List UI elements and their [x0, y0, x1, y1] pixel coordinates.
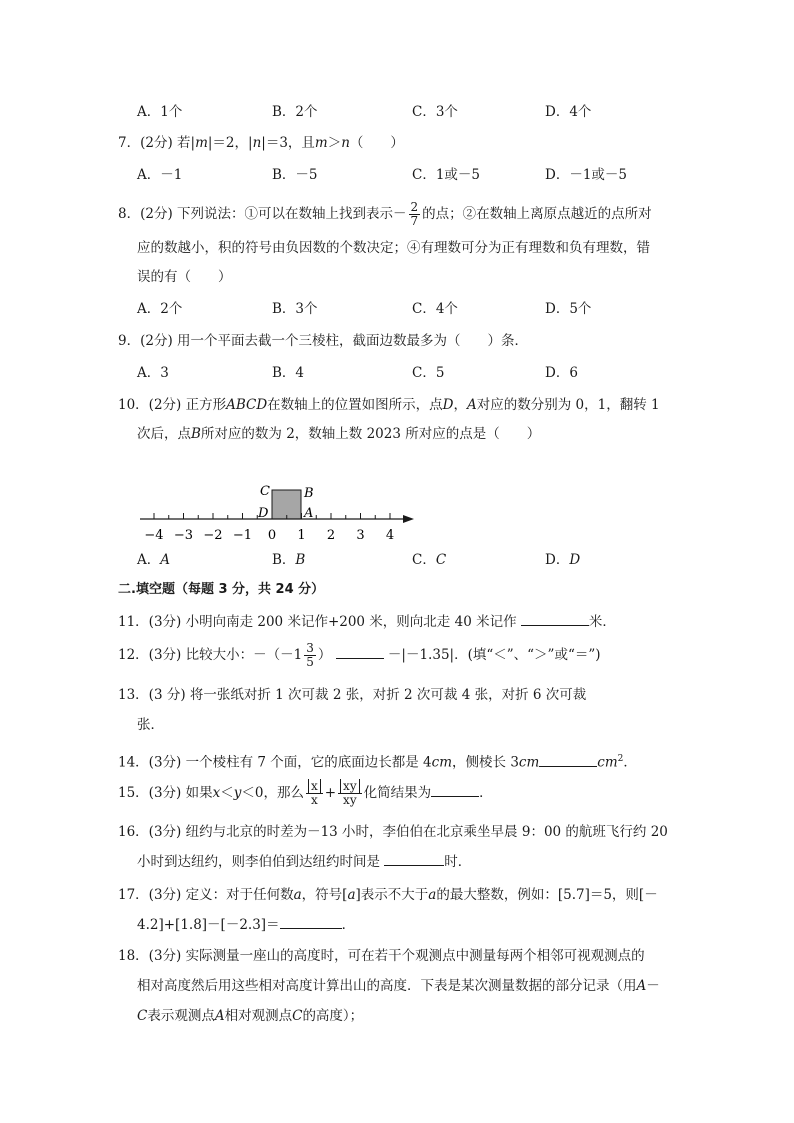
q6-option-a: A．1个: [137, 104, 183, 120]
question-13: 13．(3 分) 将一张纸对折 1 次可裁 2 张，对折 2 次可裁 4 张，对折 6 次可裁: [118, 687, 587, 703]
q8-option-c: C．4个: [412, 301, 458, 317]
q10-option-d: D．D: [545, 552, 581, 568]
q6-option-b: B．2个: [272, 104, 318, 120]
label-a: A: [304, 506, 314, 521]
question-10: 10．(2分) 正方形ABCD在数轴上的位置如图所示，点D，A对应的数分别为 0，1，翻转 1: [118, 397, 660, 413]
question-18-line-3: C表示观测点A相对观测点C的高度）；: [137, 1008, 364, 1024]
axis-arrow-icon: [403, 515, 414, 523]
abs-fraction-x: $\frac{x}{x}$: [306, 780, 323, 807]
q6-option-c: C．3个: [412, 104, 458, 120]
fraction: $\frac{3}{5}$: [306, 641, 314, 669]
answer-blank: [539, 752, 597, 767]
q8-option-a: A．2个: [137, 301, 183, 317]
section-heading: 二.填空题（每题 3 分，共 24 分）: [118, 582, 325, 597]
q9-option-d: D．6: [545, 365, 578, 381]
q7-option-d: D．－1或－5: [545, 167, 628, 183]
q10-option-a: A．A: [137, 552, 170, 568]
answer-blank: [384, 851, 444, 866]
question-11: 11．(3分) 小明向南走 200 米记作+200 米，则向北走 40 米记作 米．: [118, 611, 616, 632]
label-c: C: [260, 484, 270, 499]
tick-label: −1: [232, 528, 253, 543]
question-16: 16．(3分) 纽约与北京的时差为－13 小时，李伯伯在北京乘坐早晨 9：00 的航班飞行约 20: [118, 824, 668, 840]
question-17: 17．(3分) 定义：对于任何数a，符号[a]表示不大于a的最大整数，例如：[5.7]＝5，则[－: [118, 887, 658, 903]
q10-option-b: B．B: [272, 552, 306, 568]
q7-option-a: A．－1: [137, 167, 183, 183]
answer-blank: [280, 914, 342, 929]
question-15: 15．(3分) 如果x＜y＜0，那么 $\frac{x}{x}$ + $\frac{xy}{xy}$ 化简结果为 ．: [118, 779, 493, 807]
q9-option-c: C．5: [412, 365, 445, 381]
label-d: D: [258, 506, 269, 521]
question-13-line-2: 张．: [137, 717, 164, 733]
tick-label: 4: [385, 528, 395, 543]
answer-blank: [521, 611, 589, 626]
tick-label: 0: [267, 528, 277, 543]
question-14: 14．(3分) 一个棱柱有 7 个面，它的底面边长都是 4cm，侧棱长 3cm $cm^2$．: [118, 749, 637, 773]
question-8-line-3: 误的有（ ）: [137, 269, 232, 285]
abs-fraction-xy: $\frac{xy}{xy}$: [338, 780, 362, 807]
tick-label: −2: [203, 528, 223, 543]
question-9: 9．(2分) 用一个平面去截一个三棱柱，截面边数最多为（ ）条．: [118, 333, 529, 349]
q6-option-d: D．4个: [545, 104, 592, 120]
question-10-line-2: 次后，点B所对应的数为 2，数轴上数 2023 所对应的点是（ ）: [137, 426, 541, 442]
fraction: $\frac{2}{7}$: [410, 200, 419, 228]
question-8: 8．(2分) 下列说法：①可以在数轴上找到表示－ $\frac{2}{7}$ 的点；②在数轴上离原点越近的点所对: [118, 200, 652, 228]
question-18: 18．(3分) 实际测量一座山的高度时，可在若干个观测点中测量每两个相邻可视观测点的: [118, 948, 645, 964]
tick-label: 3: [356, 528, 365, 543]
q7-option-b: B．－5: [272, 167, 318, 183]
tick-label: −4: [144, 528, 164, 543]
q8-option-b: B．3个: [272, 301, 318, 317]
answer-blank: [336, 644, 384, 659]
question-18-line-2: 相对高度然后用这些相对高度计算出山的高度．下表是某次测量数据的部分记录（用A－: [137, 978, 660, 994]
question-7: 7．(2分) 若|m|＝2，|n|＝3，且m＞n（ ）: [118, 135, 404, 151]
answer-blank: [431, 782, 479, 797]
q8-option-d: D．5个: [545, 301, 592, 317]
q9-option-b: B．4: [272, 365, 305, 381]
label-b: B: [304, 486, 314, 501]
q10-option-c: C．C: [412, 552, 447, 568]
q9-option-a: A．3: [137, 365, 169, 381]
question-8-line-2: 应的数越小，积的符号由负因数的个数决定；④有理数可分为正有理数和负有理数，错: [137, 240, 650, 256]
tick-label: −3: [173, 528, 194, 543]
question-17-line-2: 4.2]+[1.8]－[－2.3]＝ ．: [137, 914, 355, 935]
q7-option-c: C．1或－5: [412, 167, 481, 183]
square-abcd: [272, 490, 301, 519]
number-line-figure: [130, 475, 430, 547]
question-12: 12．(3分) 比较大小：－（－1 $\frac{3}{5}$ ） －|－1.35|．(填“＜”、“＞”或“＝”): [118, 641, 601, 669]
tick-label: 2: [326, 528, 336, 543]
tick-label: 1: [297, 528, 306, 543]
question-16-line-2: 小时到达纽约，则李伯伯到达纽约时间是 时．: [137, 851, 471, 872]
